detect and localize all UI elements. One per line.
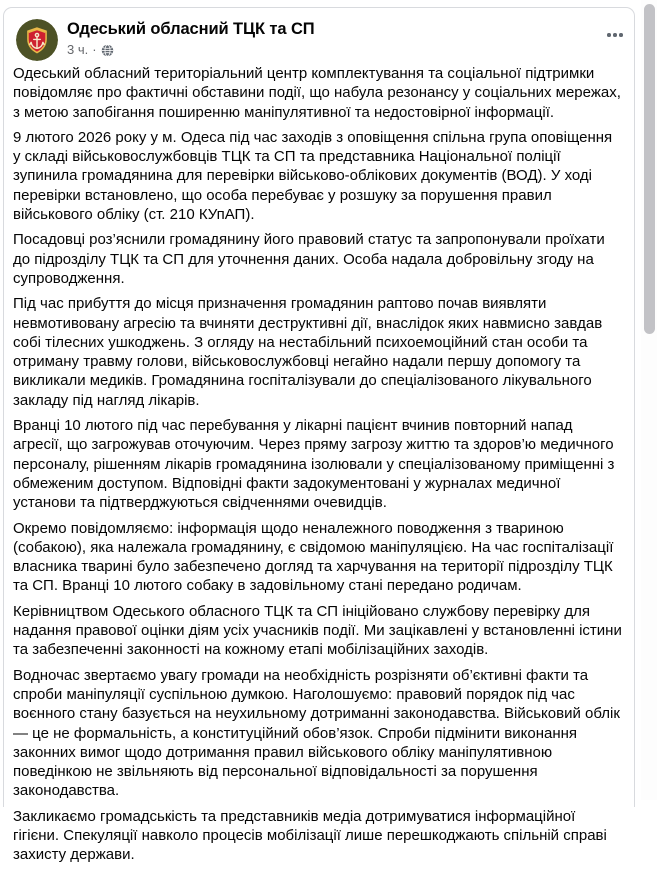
post-timestamp[interactable]: 3 ч.	[67, 42, 89, 57]
page-scrollbar-track[interactable]	[641, 0, 657, 800]
post-options-button[interactable]	[601, 24, 629, 46]
post-paragraph: Водночас звертаємо увагу громади на необхідність розрізняти об’єктивні факти та спроби маніпуляції суспільною думкою. Наголошуємо: правовий порядок під час воєнного стану базується на неухильному дотриманні законодавства. Військовий облік — це не формальність, а конституційний обов’язок. Спроби підмінити виконання законних вимог щодо дотримання правил військового обліку маніпулятивною поведінкою не звільняють від персональної відповідальності за порушення законодавства.	[13, 666, 620, 800]
page-name-link[interactable]: Одеський обласний ТЦК та СП	[67, 20, 315, 38]
post-header-meta	[67, 19, 315, 57]
facebook-post-card	[3, 7, 635, 864]
post-paragraph: Вранці 10 лютого під час перебування у лікарні пацієнт вчинив повторний напад агресії, що загрожував оточуючим. Через пряму загрозу життю та здоров’ю медичного персоналу, рішенням лікарів громадянина ізолювали у спеціалізованому приміщенні з обмеженим доступом. Відповідні факти задокументовані у журналах медичної установи та підтверджуються свідченнями очевидців.	[13, 417, 615, 512]
anchor-shield-emblem-icon	[16, 19, 58, 61]
post-body-text	[4, 61, 634, 883]
page-avatar[interactable]	[16, 19, 58, 61]
page-scrollbar-thumb[interactable]	[644, 4, 655, 334]
post-paragraph: 9 лютого 2026 року у м. Одеса під час заходів з оповіщення спільна група оповіщення у складі військовослужбовців ТЦК та СП та представника Національної поліції зупинила громадянина для перевірки військово-облікових документів (ВОД). У ході перевірки встановлено, що особа перебуває у розшуку за порушення правил військового обліку (ст. 210 КУпАП).	[13, 128, 613, 224]
post-header	[4, 8, 634, 61]
ellipsis-dot	[607, 33, 611, 37]
globe-public-icon	[101, 44, 114, 57]
post-paragraph: Посадовці роз’яснили громадянину його правовий статус та запропонували проїхати до підрозділу ТЦК та СП для уточнення даних. Особа надала добровільну згоду на супроводження.	[13, 231, 605, 287]
post-paragraph: Одеський обласний територіальний центр комплектування та соціальної підтримки повідомляє про фактичні обставини події, що набула резонансу у соціальних мережах, з метою запобігання поширенню маніпулятивної та недостовірної інформації.	[13, 65, 621, 121]
meta-dot-separator: ·	[92, 42, 97, 57]
post-meta-row	[67, 43, 315, 57]
post-paragraph: Закликаємо громадськість та представників медіа дотримуватися інформаційної гігієни. Спекуляції навколо процесів мобілізації лише перешкоджають спільній справі захисту держави.	[13, 807, 607, 864]
post-paragraph: Під час прибуття до місця призначення громадянин раптово почав виявляти невмотивовану агресію та вчиняти деструктивні дії, внаслідок яких навмисно завдав собі тілесних ушкоджень. З огляду на нестабільний психоемоційний стан особи та отриману травму голови, військовослужбовці негайно надали першу допомогу та викликали медиків. Громадянина госпіталізували до спеціалізованого лікувального закладу під нагляд лікарів.	[13, 295, 603, 409]
ellipsis-dot	[619, 33, 623, 37]
post-paragraph: Окремо повідомляємо: інформація щодо неналежного поводження з твариною (собакою), яка належала громадянину, є свідомою маніпуляцією. На час госпіталізації власника тварині було забезпечено догляд та харчування на території підрозділу ТЦК та СП. Вранці 10 лютого собаку в задовільному стані передано родичам.	[13, 519, 614, 595]
post-paragraph: Керівництвом Одеського обласного ТЦК та СП ініційовано службову перевірку для надання правової оцінки діям усіх учасників події. Ми зацікавлені у встановленні істини та забезпеченні законності на кожному етапі мобілізаційних заходів.	[13, 602, 622, 659]
ellipsis-dot	[613, 33, 617, 37]
